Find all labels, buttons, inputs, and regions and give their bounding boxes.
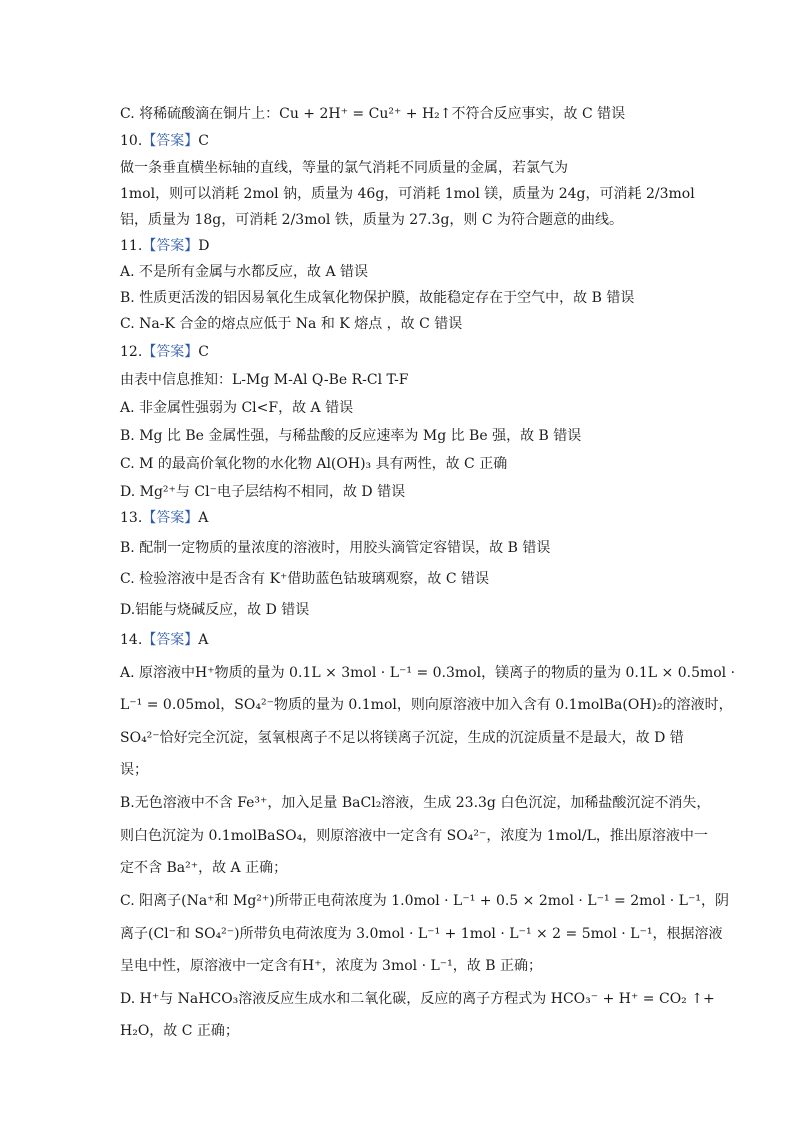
answer-letter: A — [198, 510, 209, 526]
answer-letter: C — [198, 344, 209, 360]
text-line: B. 性质更活泼的铝因易氧化生成氧化物保护膜，故能稳定存在于空气中，故 B 错误 — [120, 290, 635, 306]
text-line: 铝，质量为 18g，可消耗 2/3mol 铁，质量为 27.3g，则 C 为符合题意的曲线。 — [120, 212, 624, 228]
text-line: A. 非金属性强弱为 Cl<F，故 A 错误 — [120, 400, 354, 416]
answer-heading-12 — [120, 342, 720, 362]
answer-tag: 【答案】 — [142, 510, 199, 526]
text-line: B. Mg 比 Be 金属性强，与稀盐酸的反应速率为 Mg 比 Be 强，故 B 错误 — [120, 428, 582, 444]
text-line: 由表中信息推知：L-Mg M-Al Q-Be R-Cl T-F — [120, 372, 409, 388]
text-line: SO₄²⁻恰好完全沉淀，氢氧根离子不足以将镁离子沉淀，生成的沉淀质量不是最大，故 D 错 — [120, 730, 684, 746]
text-line: 呈电中性，原溶液中一定含有H⁺，浓度为 3mol · L⁻¹，故 B 正确； — [120, 958, 542, 974]
text-line: C. 阳离子(Na⁺和 Mg²⁺)所带正电荷浓度为 1.0mol · L⁻¹ + 0.5 × 2mol · L⁻¹ = 2mol · L⁻¹，阴 — [120, 893, 729, 909]
text-line: D. Mg²⁺与 Cl⁻电子层结构不相同，故 D 错误 — [120, 484, 406, 500]
answer-tag: 【答案】 — [142, 238, 199, 254]
question-number: 12. — [120, 344, 143, 360]
text-line: C. Na-K 合金的熔点应低于 Na 和 K 熔点 ，故 C 错误 — [120, 316, 463, 332]
answer-tag: 【答案】 — [142, 344, 199, 360]
text-line: L⁻¹ = 0.05mol，SO₄²⁻物质的量为 0.1mol，则向原溶液中加入含有 0.1molBa(OH)₂的溶液时， — [120, 697, 733, 713]
question-number: 10. — [120, 133, 143, 149]
answer-tag: 【答案】 — [142, 133, 199, 149]
question-number: 13. — [120, 510, 143, 526]
text-line: 误； — [120, 762, 148, 778]
text-line: A. 不是所有金属与水都反应，故 A 错误 — [120, 264, 369, 280]
answer-heading-14 — [120, 630, 720, 650]
text-line: H₂O，故 C 正确； — [120, 1023, 239, 1039]
text-line: 做一条垂直横坐标轴的直线，等量的氯气消耗不同质量的金属，若氯气为 — [120, 160, 568, 176]
question-number: 11. — [120, 238, 143, 254]
text-line: C. 将稀硫酸滴在铜片上：Cu + 2H⁺ = Cu²⁺ + H₂↑不符合反应事实，故 C 错误 — [120, 106, 626, 122]
answer-heading-10 — [120, 131, 720, 151]
answer-letter: D — [198, 238, 210, 254]
text-line: C. M 的最高价氧化物的水化物 Al(OH)₃ 具有两性，故 C 正确 — [120, 456, 508, 472]
text-line: A. 原溶液中H⁺物质的量为 0.1L × 3mol · L⁻¹ = 0.3mol，镁离子的物质的量为 0.1L × 0.5mol · — [120, 665, 736, 681]
text-line: D.铝能与烧碱反应，故 D 错误 — [120, 602, 310, 618]
answer-heading-13 — [120, 508, 720, 528]
answer-heading-11 — [120, 236, 720, 256]
text-line: 定不含 Ba²⁺，故 A 正确； — [120, 860, 288, 876]
question-number: 14. — [120, 632, 143, 648]
text-line: C. 检验溶液中是否含有 K⁺借助蓝色钴玻璃观察，故 C 错误 — [120, 571, 490, 587]
answer-letter: C — [198, 133, 209, 149]
text-line: 离子(Cl⁻和 SO₄²⁻)所带负电荷浓度为 3.0mol · L⁻¹ + 1mol · L⁻¹ × 2 = 5mol · L⁻¹，根据溶液 — [120, 926, 723, 942]
text-line: B. 配制一定物质的量浓度的溶液时，用胶头滴管定容错误，故 B 错误 — [120, 540, 551, 556]
text-line: B.无色溶液中不含 Fe³⁺，加入足量 BaCl₂溶液，生成 23.3g 白色沉淀，加稀盐酸沉淀不消失， — [120, 795, 711, 811]
text-line: 则白色沉淀为 0.1molBaSO₄，则原溶液中一定含有 SO₄²⁻，浓度为 1mol/L，推出原溶液中一 — [120, 828, 708, 844]
text-line: 1mol，则可以消耗 2mol 钠，质量为 46g，可消耗 1mol 镁，质量为 24g，可消耗 2/3mol — [120, 186, 695, 202]
answer-tag: 【答案】 — [142, 632, 199, 648]
answer-letter: A — [198, 632, 209, 648]
text-line: D. H⁺与 NaHCO₃溶液反应生成水和二氧化碳，反应的离子方程式为 HCO₃⁻ + H⁺ = CO₂ ↑+ — [120, 991, 715, 1007]
